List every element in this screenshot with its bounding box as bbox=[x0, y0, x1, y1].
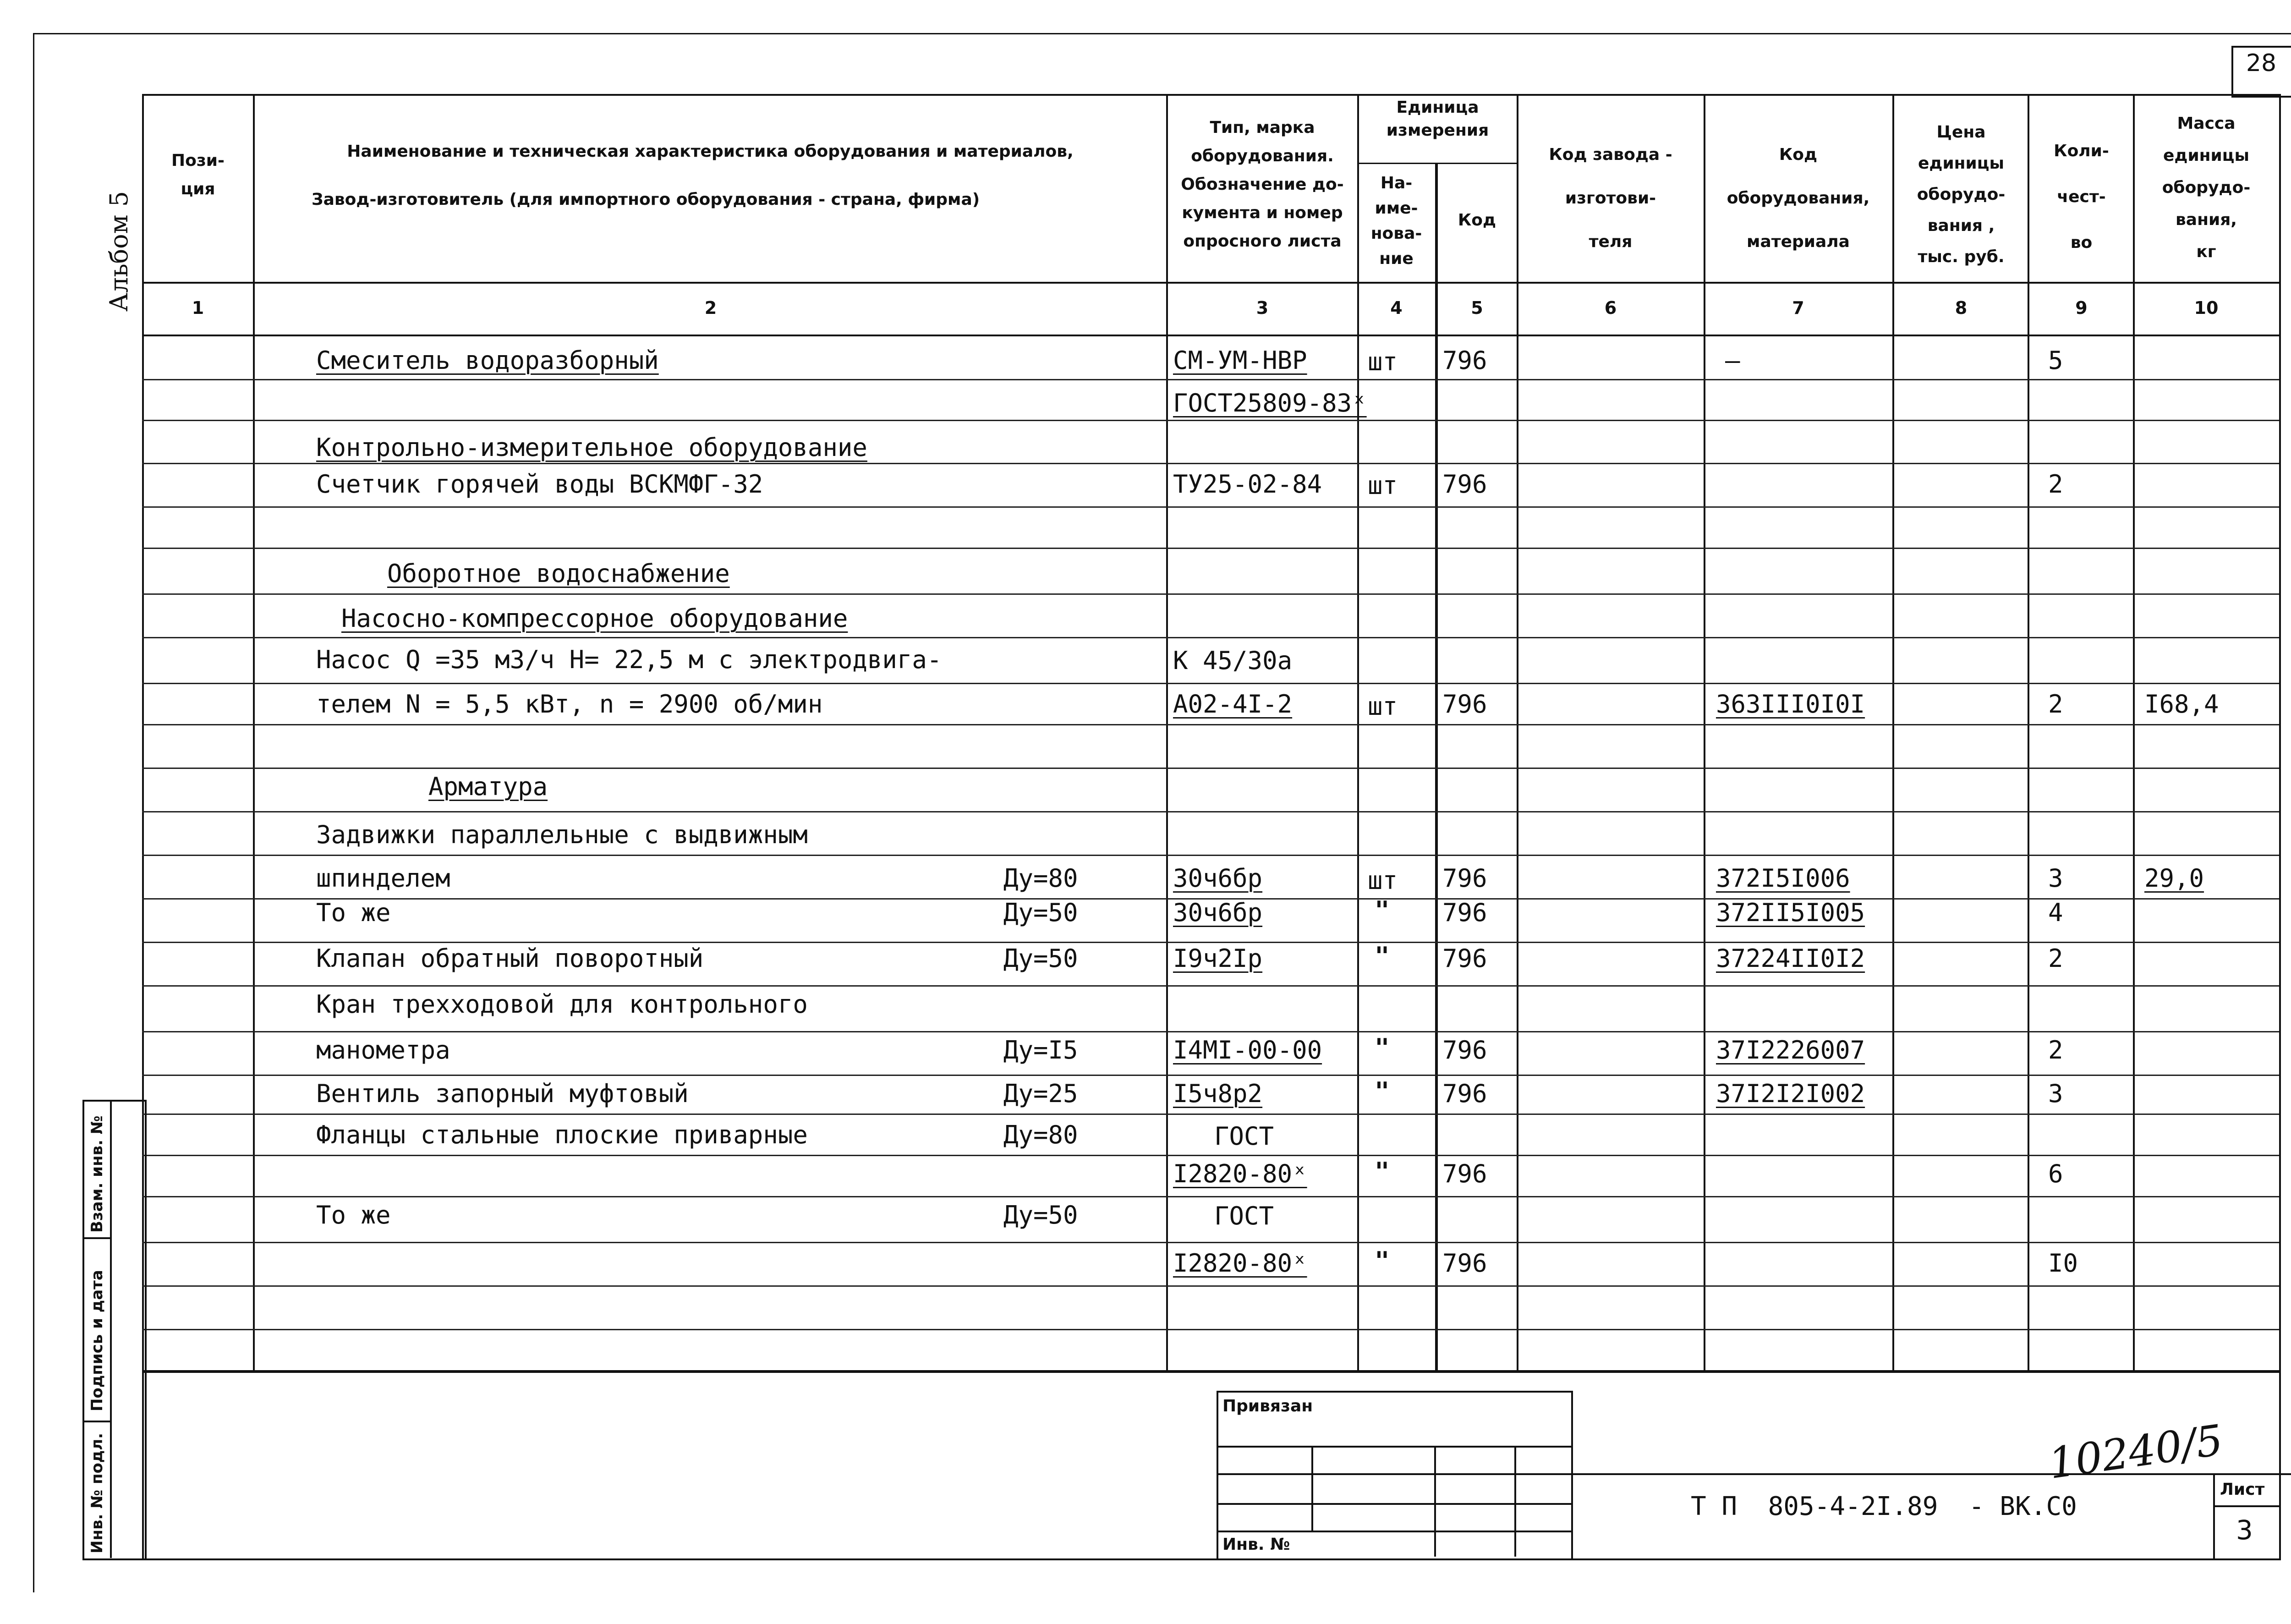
header-equipment-code: Код оборудования, материала bbox=[1726, 145, 1870, 251]
col-line-3 bbox=[1357, 94, 1359, 1372]
row-line bbox=[142, 1031, 2279, 1032]
sheet-box-line bbox=[2213, 1505, 2279, 1507]
colnum-8: 8 bbox=[1955, 298, 1968, 318]
attached-label: Привязан bbox=[1222, 1397, 1313, 1416]
row-code: 796 bbox=[1442, 1249, 1487, 1278]
col-line-9 bbox=[2133, 94, 2135, 1372]
page-number: 28 bbox=[2246, 49, 2277, 77]
row-code: 796 bbox=[1442, 944, 1487, 973]
row-type: ГОСТ25809-83ˣ bbox=[1173, 389, 1367, 417]
row-code: 796 bbox=[1442, 346, 1487, 375]
row-type: СМ-УМ-НВР bbox=[1173, 346, 1307, 375]
colnum-2: 2 bbox=[704, 298, 717, 318]
row-type: I2820-80ˣ bbox=[1173, 1159, 1307, 1188]
row-qty: 3 bbox=[2048, 1079, 2063, 1108]
row-type: А02-4I-2 bbox=[1173, 690, 1293, 719]
row-mass: 29,0 bbox=[2144, 864, 2204, 893]
attached-col bbox=[1311, 1446, 1313, 1531]
colnum-divider bbox=[142, 335, 2279, 336]
row-line bbox=[142, 1196, 2279, 1197]
row-code: 796 bbox=[1442, 864, 1487, 893]
col-line-6 bbox=[1704, 94, 1705, 1372]
colnum-3: 3 bbox=[1256, 298, 1269, 318]
sheet-label: Лист bbox=[2220, 1480, 2265, 1499]
row-line bbox=[142, 811, 2279, 812]
header-name-line1: Наименование и техническая характеристика оборудования и материалов, bbox=[347, 142, 1074, 161]
colnum-5: 5 bbox=[1471, 298, 1483, 318]
row-type: К 45/30а bbox=[1173, 646, 1293, 675]
row-unit: " bbox=[1375, 896, 1390, 925]
header-mass: Масса единицы оборудо- вания, кг bbox=[2162, 114, 2251, 261]
header-divider bbox=[142, 282, 2279, 284]
row-line bbox=[142, 1114, 2279, 1115]
row-line bbox=[142, 1329, 2279, 1330]
colnum-1: 1 bbox=[192, 298, 204, 318]
row-name: манометра bbox=[316, 1036, 450, 1064]
row-code: 796 bbox=[1442, 470, 1487, 499]
row-equip: 37I2I2I002 bbox=[1716, 1079, 1865, 1108]
row-type: I2820-80ˣ bbox=[1173, 1249, 1307, 1278]
document-code: Т П 805-4-2I.89 - ВК.С0 bbox=[1691, 1492, 2077, 1521]
row-name: Насос Q =35 м3/ч H= 22,5 м с электродвига- bbox=[316, 645, 942, 674]
inv-no-label: Инв. № bbox=[1222, 1535, 1290, 1554]
col-line-8 bbox=[2028, 94, 2029, 1372]
row-line bbox=[142, 1285, 2279, 1287]
row-line bbox=[142, 420, 2279, 421]
row-qty: 4 bbox=[2048, 898, 2063, 927]
row-name: Клапан обратный поворотный bbox=[316, 944, 704, 973]
row-name: шпинделем bbox=[316, 864, 450, 893]
row-line bbox=[142, 637, 2279, 638]
row-unit: " bbox=[1375, 1157, 1390, 1186]
header-price: Цена единицы оборудо- вания , тыс. руб. bbox=[1917, 123, 2006, 266]
row-unit: шт bbox=[1368, 471, 1398, 500]
row-unit: " bbox=[1375, 1246, 1390, 1275]
side-stamp-signature: Подпись и дата bbox=[88, 1270, 106, 1411]
col-line-7 bbox=[1892, 94, 1894, 1372]
side-stamp-inventory: Инв. № подл. bbox=[88, 1432, 106, 1553]
row-type: ГОСТ bbox=[1214, 1202, 1274, 1230]
attached-line bbox=[1217, 1503, 1571, 1505]
row-equip: – bbox=[1725, 346, 1740, 375]
header-unit-group: Единица измерения bbox=[1386, 98, 1489, 140]
side-stamp-line bbox=[82, 1237, 110, 1239]
side-stamp-divider bbox=[110, 1100, 112, 1558]
row-line bbox=[142, 985, 2279, 987]
row-dn: Ду=50 bbox=[1003, 944, 1078, 973]
row-line bbox=[142, 506, 2279, 508]
attached-line bbox=[1217, 1446, 1571, 1448]
row-line bbox=[142, 768, 2279, 769]
row-qty: 5 bbox=[2048, 346, 2063, 375]
row-qty: 3 bbox=[2048, 864, 2063, 893]
attached-col bbox=[1434, 1446, 1436, 1557]
row-line bbox=[142, 1155, 2279, 1156]
row-type: 30ч6бр bbox=[1173, 898, 1263, 927]
side-stamp-replacement: Взам. инв. № bbox=[88, 1115, 106, 1233]
row-equip: 37I2226007 bbox=[1716, 1036, 1865, 1064]
row-name: Кран трехходовой для контрольного bbox=[316, 990, 808, 1019]
row-equip: 372II5I005 bbox=[1716, 898, 1865, 927]
row-name: телем N = 5,5 кВт, n = 2900 об/мин bbox=[316, 690, 823, 719]
sheet-number: 3 bbox=[2236, 1514, 2253, 1546]
row-name: Оборотное водоснабжение bbox=[387, 559, 730, 588]
row-name: Фланцы стальные плоские приварные bbox=[316, 1120, 808, 1149]
row-line bbox=[142, 855, 2279, 856]
row-qty: I0 bbox=[2048, 1249, 2078, 1278]
header-quantity: Коли- чест- во bbox=[2054, 142, 2109, 252]
row-unit: " bbox=[1375, 1033, 1390, 1062]
row-type: I4МI-00-00 bbox=[1173, 1036, 1322, 1064]
header-type: Тип, марка оборудования. Обозначение до- кумента и номер опросного листа bbox=[1181, 118, 1344, 251]
row-name: То же bbox=[316, 1201, 391, 1229]
row-line bbox=[142, 463, 2279, 464]
colnum-9: 9 bbox=[2075, 298, 2088, 318]
colnum-6: 6 bbox=[1604, 298, 1617, 318]
row-mass: I68,4 bbox=[2144, 690, 2219, 719]
handwritten-mark: 10240/5 bbox=[2045, 1415, 2226, 1489]
row-unit: шт bbox=[1368, 692, 1398, 721]
header-unit-name: На- име- нова- ние bbox=[1370, 174, 1422, 268]
row-qty: 2 bbox=[2048, 1036, 2063, 1064]
col-line-1 bbox=[253, 94, 255, 1372]
colnum-7: 7 bbox=[1792, 298, 1804, 318]
row-unit: шт bbox=[1368, 347, 1398, 376]
col-line-5 bbox=[1517, 94, 1518, 1372]
album-label: Альбом 5 bbox=[104, 191, 133, 312]
attached-line bbox=[1217, 1531, 1571, 1532]
row-line bbox=[142, 724, 2279, 725]
row-dn: Ду=50 bbox=[1003, 898, 1078, 927]
row-line bbox=[142, 593, 2279, 595]
row-name: Задвижки параллельные с выдвижным bbox=[316, 820, 808, 849]
row-name: Смеситель водоразборный bbox=[316, 346, 659, 375]
row-dn: Ду=80 bbox=[1003, 864, 1078, 893]
row-line bbox=[142, 1075, 2279, 1076]
header-unit-code: Код bbox=[1458, 211, 1496, 230]
row-equip: 37224II0I2 bbox=[1716, 944, 1865, 973]
row-name: Насосно-компрессорное оборудование bbox=[341, 604, 848, 633]
header-position: Пози- ция bbox=[171, 151, 225, 198]
col-line-2 bbox=[1166, 94, 1168, 1372]
row-equip: 363III0I0I bbox=[1716, 690, 1865, 719]
row-code: 796 bbox=[1442, 898, 1487, 927]
row-qty: 2 bbox=[2048, 470, 2063, 499]
colnum-10: 10 bbox=[2194, 298, 2219, 318]
row-unit: шт bbox=[1368, 866, 1398, 895]
header-name-line2: Завод-изготовитель (для импортного оборудования - страна, фирма) bbox=[312, 190, 980, 209]
row-line bbox=[142, 683, 2279, 684]
row-dn: Ду=25 bbox=[1003, 1079, 1078, 1108]
row-type: I9ч2Iр bbox=[1173, 944, 1263, 973]
row-type: 30ч6бр bbox=[1173, 864, 1263, 893]
attached-col bbox=[1514, 1446, 1516, 1557]
row-type: ГОСТ bbox=[1214, 1122, 1274, 1151]
row-unit: " bbox=[1375, 1077, 1390, 1106]
row-code: 796 bbox=[1442, 1159, 1487, 1188]
colnum-4: 4 bbox=[1390, 298, 1403, 318]
row-line bbox=[142, 548, 2279, 549]
row-line bbox=[142, 379, 2279, 380]
row-equip: 372I5I006 bbox=[1716, 864, 1850, 893]
row-name: Вентиль запорный муфтовый bbox=[316, 1079, 689, 1108]
row-dn: Ду=80 bbox=[1003, 1120, 1078, 1149]
row-qty: 2 bbox=[2048, 944, 2063, 973]
row-name: Счетчик горячей воды ВСКМФГ-32 bbox=[316, 470, 763, 499]
row-type: ТУ25-02-84 bbox=[1173, 470, 1322, 499]
row-qty: 2 bbox=[2048, 690, 2063, 719]
table-bottom-line bbox=[142, 1370, 2279, 1373]
row-code: 796 bbox=[1442, 1079, 1487, 1108]
row-unit: " bbox=[1375, 942, 1390, 971]
header-factory-code: Код завода - изготови- теля bbox=[1549, 145, 1672, 251]
row-qty: 6 bbox=[2048, 1159, 2063, 1188]
row-dn: Ду=50 bbox=[1003, 1201, 1078, 1229]
row-line bbox=[142, 942, 2279, 943]
row-name: Контрольно-измерительное оборудование bbox=[316, 433, 867, 462]
row-type: I5ч8р2 bbox=[1173, 1079, 1263, 1108]
row-name: Арматура bbox=[428, 772, 548, 801]
row-name: То же bbox=[316, 898, 391, 927]
row-code: 796 bbox=[1442, 1036, 1487, 1064]
side-stamp-line bbox=[82, 1421, 110, 1422]
row-dn: Ду=I5 bbox=[1003, 1036, 1078, 1064]
row-code: 796 bbox=[1442, 690, 1487, 719]
row-line bbox=[142, 1242, 2279, 1243]
